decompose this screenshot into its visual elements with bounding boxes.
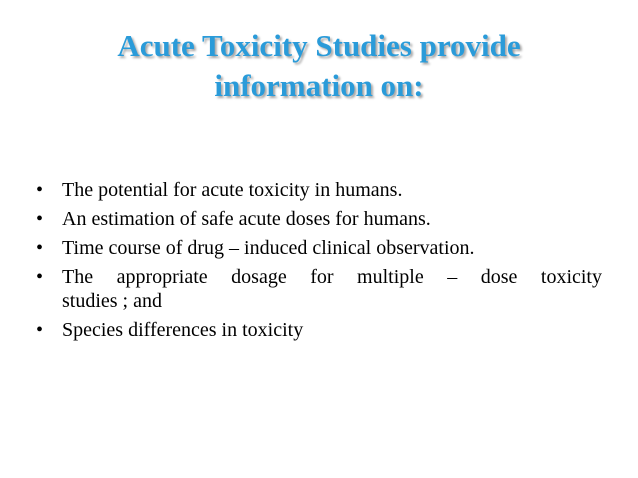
bullet-text-line-2: studies ; and — [62, 290, 162, 312]
bullet-item — [36, 236, 602, 260]
bullet-dot-icon: • — [36, 237, 44, 259]
bullet-item — [36, 265, 602, 313]
bullet-dot-icon: • — [36, 266, 44, 288]
bullet-item — [36, 318, 602, 342]
bullet-text: Time course of drug – induced clinical observation. — [62, 237, 475, 259]
bullet-text — [62, 265, 602, 313]
slide-title-line-2: information on: — [214, 68, 424, 103]
bullet-item — [36, 207, 602, 231]
bullet-dot-icon: • — [36, 319, 44, 341]
bullet-text-line-1: The appropriate dosage for multiple – dose toxicity — [62, 266, 602, 288]
bullet-dot-icon: • — [36, 179, 44, 201]
bullet-item — [36, 178, 602, 202]
bullet-text: Species differences in toxicity — [62, 319, 304, 341]
slide-title — [40, 26, 598, 106]
slide-title-line-1: Acute Toxicity Studies provide — [117, 28, 521, 63]
bullet-dot-icon: • — [36, 208, 44, 230]
bullet-text: An estimation of safe acute doses for humans. — [62, 208, 431, 230]
bullet-text: The potential for acute toxicity in humans. — [62, 179, 403, 201]
bullet-list — [36, 178, 602, 347]
